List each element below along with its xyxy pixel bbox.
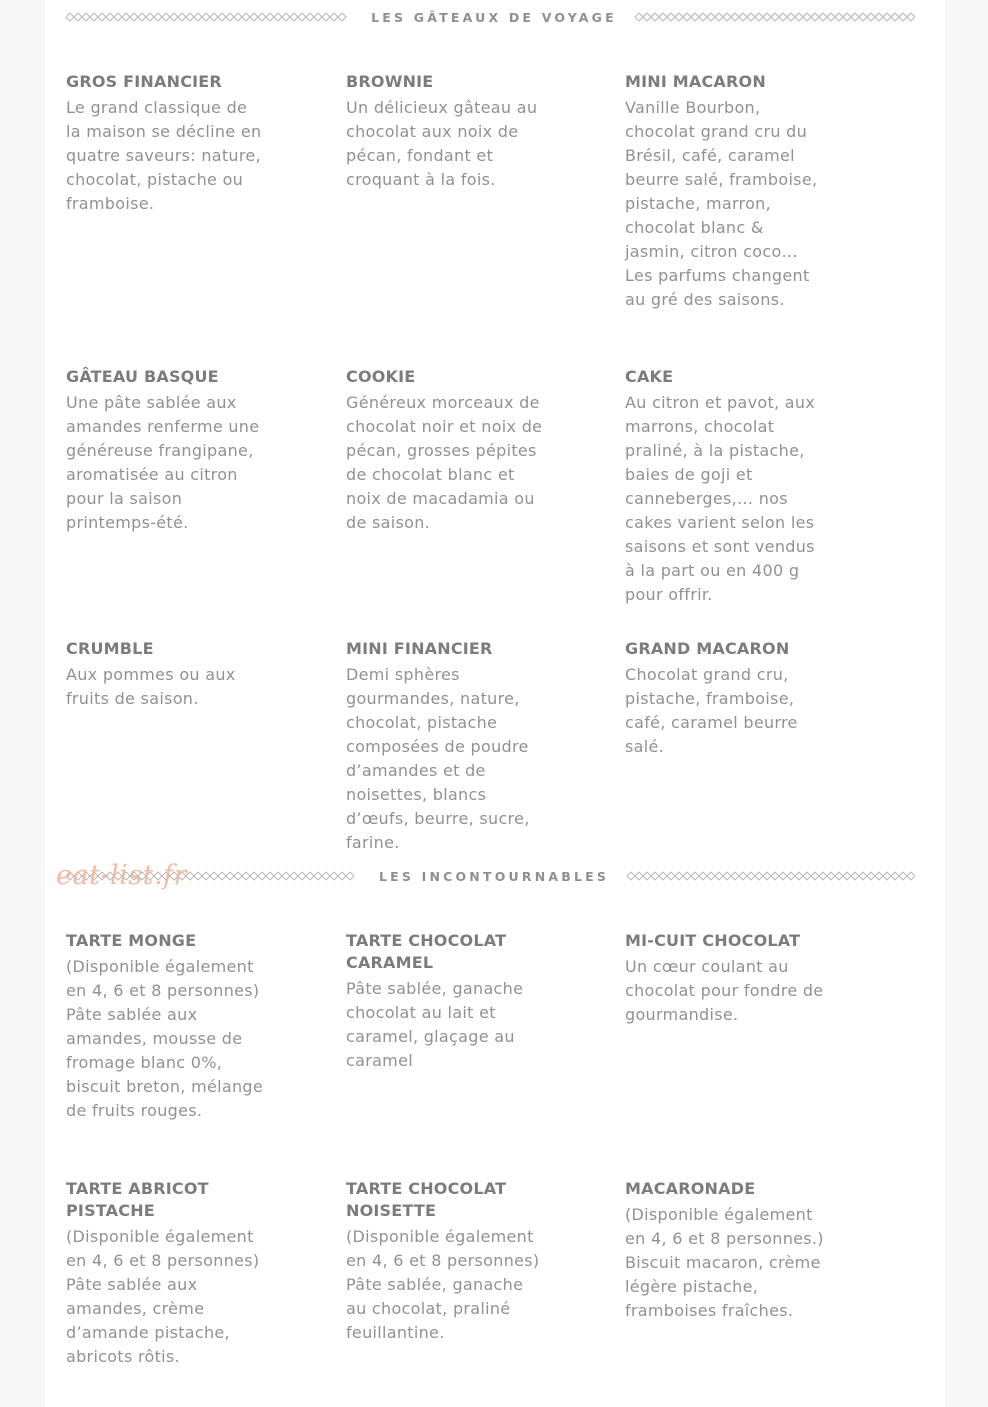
menu-item-tarte-chocolat-noisette	[346, 1178, 546, 1345]
section-title: LES INCONTOURNABLES	[378, 868, 610, 884]
item-name: COOKIE	[346, 367, 416, 386]
item-name: BROWNIE	[346, 72, 434, 91]
zigzag-ornament-right	[627, 870, 922, 882]
item-name: TARTE CHOCOLAT CARAMEL	[346, 931, 507, 972]
item-name: TARTE MONGE	[66, 931, 197, 950]
item-description: (Disponible également en 4, 6 et 8 personnes.) Biscuit macaron, crème légère pistache, framboises fraîches.	[625, 1205, 824, 1320]
menu-item-macaronade	[625, 1178, 825, 1323]
menu-item-gros-financier	[66, 71, 266, 216]
menu-item-mi-cuit-chocolat	[625, 930, 835, 1027]
item-description: (Disponible également en 4, 6 et 8 personnes) Pâte sablée aux amandes, crème d’amande pistache, abricots rôtis.	[66, 1227, 260, 1366]
zigzag-ornament-right	[635, 11, 922, 23]
item-description: Le grand classique de la maison se décline en quatre saveurs: nature, chocolat, pistache ou framboise.	[66, 98, 262, 213]
item-name: MINI MACARON	[625, 72, 766, 91]
item-name: GÂTEAU BASQUE	[66, 367, 219, 386]
menu-item-mini-macaron	[625, 71, 825, 312]
zigzag-ornament-left	[66, 11, 353, 23]
menu-item-brownie	[346, 71, 546, 192]
item-description: Aux pommes ou aux fruits de saison.	[66, 665, 236, 708]
item-description: Demi sphères gourmandes, nature, chocolat, pistache composées de poudre d’amandes et de noisettes, blancs d’œufs, beurre, sucre, farine.	[346, 665, 530, 852]
item-name: CAKE	[625, 367, 674, 386]
item-name: CRUMBLE	[66, 639, 154, 658]
item-description: (Disponible également en 4, 6 et 8 personnes) Pâte sablée, ganache au chocolat, praliné feuillantine.	[346, 1227, 540, 1342]
menu-item-tarte-abricot-pistache	[66, 1178, 266, 1369]
item-name: MACARONADE	[625, 1179, 756, 1198]
item-description: Généreux morceaux de chocolat noir et noix de pécan, grosses pépites de chocolat blanc et noix de macadamia ou de saison.	[346, 393, 543, 532]
menu-item-cookie	[346, 366, 546, 535]
item-name: TARTE ABRICOT PISTACHE	[66, 1179, 209, 1220]
section-header-incontournables	[66, 866, 922, 886]
item-description: Chocolat grand cru, pistache, framboise, café, caramel beurre salé.	[625, 665, 798, 756]
section-title: LES GÂTEAUX DE VOYAGE	[371, 9, 617, 25]
item-description: Une pâte sablée aux amandes renferme une généreuse frangipane, aromatisée au citron pour la saison printemps-été.	[66, 393, 260, 532]
item-name: GRAND MACARON	[625, 639, 790, 658]
menu-item-mini-financier	[346, 638, 546, 855]
item-description: Un cœur coulant au chocolat pour fondre de gourmandise.	[625, 957, 824, 1024]
section-header-gateaux-de-voyage	[66, 7, 922, 27]
item-description: (Disponible également en 4, 6 et 8 personnes) Pâte sablée aux amandes, mousse de fromage blanc 0%, biscuit breton, mélange de fruits rouges.	[66, 957, 264, 1120]
menu-item-grand-macaron	[625, 638, 825, 759]
item-name: GROS FINANCIER	[66, 72, 222, 91]
menu-item-tarte-monge	[66, 930, 266, 1123]
menu-item-cake	[625, 366, 825, 607]
item-description: Un délicieux gâteau au chocolat aux noix de pécan, fondant et croquant à la fois.	[346, 98, 538, 189]
menu-item-gateau-basque	[66, 366, 266, 535]
menu-item-tarte-chocolat-caramel	[346, 930, 546, 1073]
item-name: TARTE CHOCOLAT NOISETTE	[346, 1179, 507, 1220]
item-description: Vanille Bourbon, chocolat grand cru du Brésil, café, caramel beurre salé, framboise, pistache, marron, chocolat blanc & jasmin, citron coco… Les parfums changent au gré des saisons.	[625, 98, 818, 309]
menu-item-crumble	[66, 638, 266, 711]
item-name: MINI FINANCIER	[346, 639, 493, 658]
item-description: Au citron et pavot, aux marrons, chocolat praliné, à la pistache, baies de goji et canneberges,… nos cakes varient selon les saisons et sont vendus à la part ou en 400 g pour offrir.	[625, 393, 816, 604]
item-name: MI-CUIT CHOCOLAT	[625, 931, 801, 950]
item-description: Pâte sablée, ganache chocolat au lait et caramel, glaçage au caramel	[346, 979, 524, 1070]
watermark-logo: eat-list.fr	[56, 860, 188, 891]
